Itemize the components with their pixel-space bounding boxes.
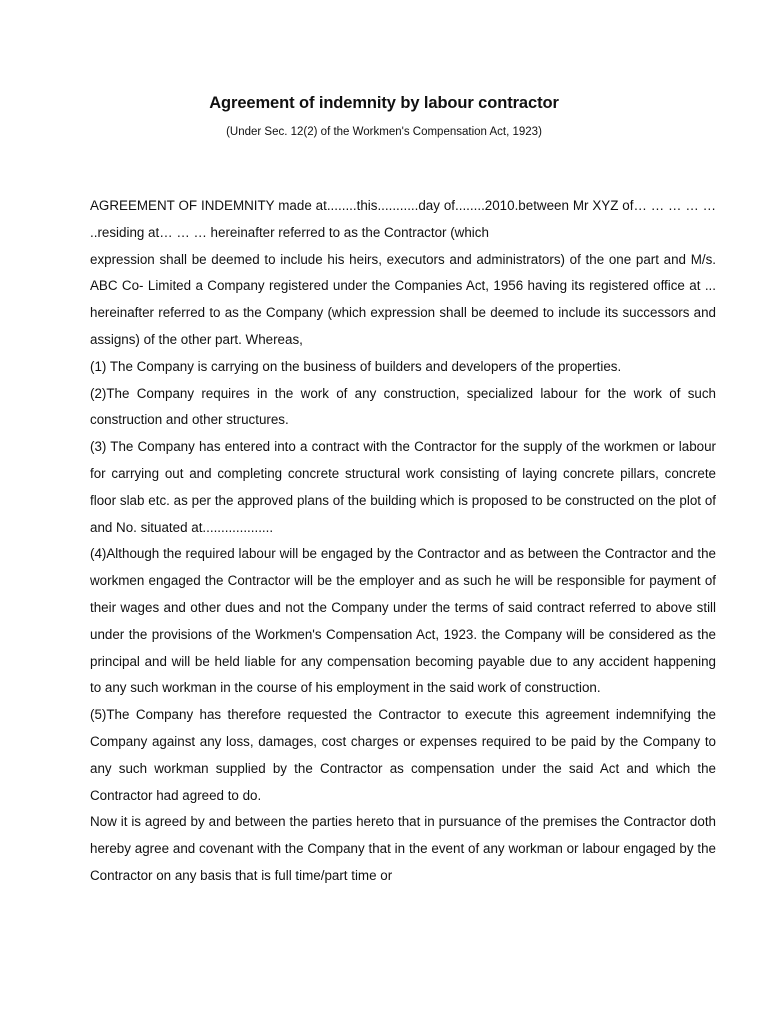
paragraph-recital-5: (5)The Company has therefore requested the Contractor to execute this agreement indemnifying the Company against any loss, damages, cost charges or expenses required to be paid by the Company to any such workman supplied by the Contractor as compensation under the said Act and which the Contractor had agreed to do. [90, 707, 716, 803]
paragraph-recital-3: (3) The Company has entered into a contract with the Contractor for the supply of the workmen or labour for carrying out and completing concrete structural work consisting of laying concrete pillars, concrete floor slab etc. as per the approved plans of the building which is proposed to be constructed on the plot of and No. situated at................... [90, 439, 716, 535]
paragraph-operative: Now it is agreed by and between the parties hereto that in pursuance of the premises the Contractor doth hereby agree and covenant with the Company that in the event of any workman or labour engaged by the Contractor on any basis that is full time/part time or [90, 814, 716, 883]
paragraph-recital-2: (2)The Company requires in the work of any construction, specialized labour for the work of such construction and other structures. [90, 385, 716, 428]
paragraph-recital-1: (1) The Company is carrying on the business of builders and developers of the properties. [90, 358, 622, 374]
paragraph-opening: AGREEMENT OF INDEMNITY made at........this...........day of........2010.between Mr XYZ of… … … … … ..residing at… … … hereinafter referred to as the Contractor (which [90, 198, 716, 240]
document-title: Agreement of indemnity by labour contractor [209, 94, 559, 112]
paragraph-recital-4: (4)Although the required labour will be engaged by the Contractor and as between the Contractor and the workmen engaged the Contractor will be the employer and as such he will be responsible for payment of their wages and other dues and not the Company under the terms of said contract referred to above still under the provisions of the Workmen's Compensation Act, 1923. the Company will be considered as the principal and will be held liable for any compensation becoming payable due to any accident happening to any such workman in the course of his employment in the said work of construction. [90, 546, 716, 696]
paragraph-parties: expression shall be deemed to include his heirs, executors and administrators) of the one part and M/s. ABC Co- Limited a Company registered under the Companies Act, 1956 having its registered office at ... hereinafter referred to as the Company (which expression shall be deemed to include its successors and assigns) of the other part. Whereas, [90, 251, 716, 347]
document-body [90, 193, 716, 890]
document-subtitle: (Under Sec. 12(2) of the Workmen's Compensation Act, 1923) [226, 126, 542, 138]
